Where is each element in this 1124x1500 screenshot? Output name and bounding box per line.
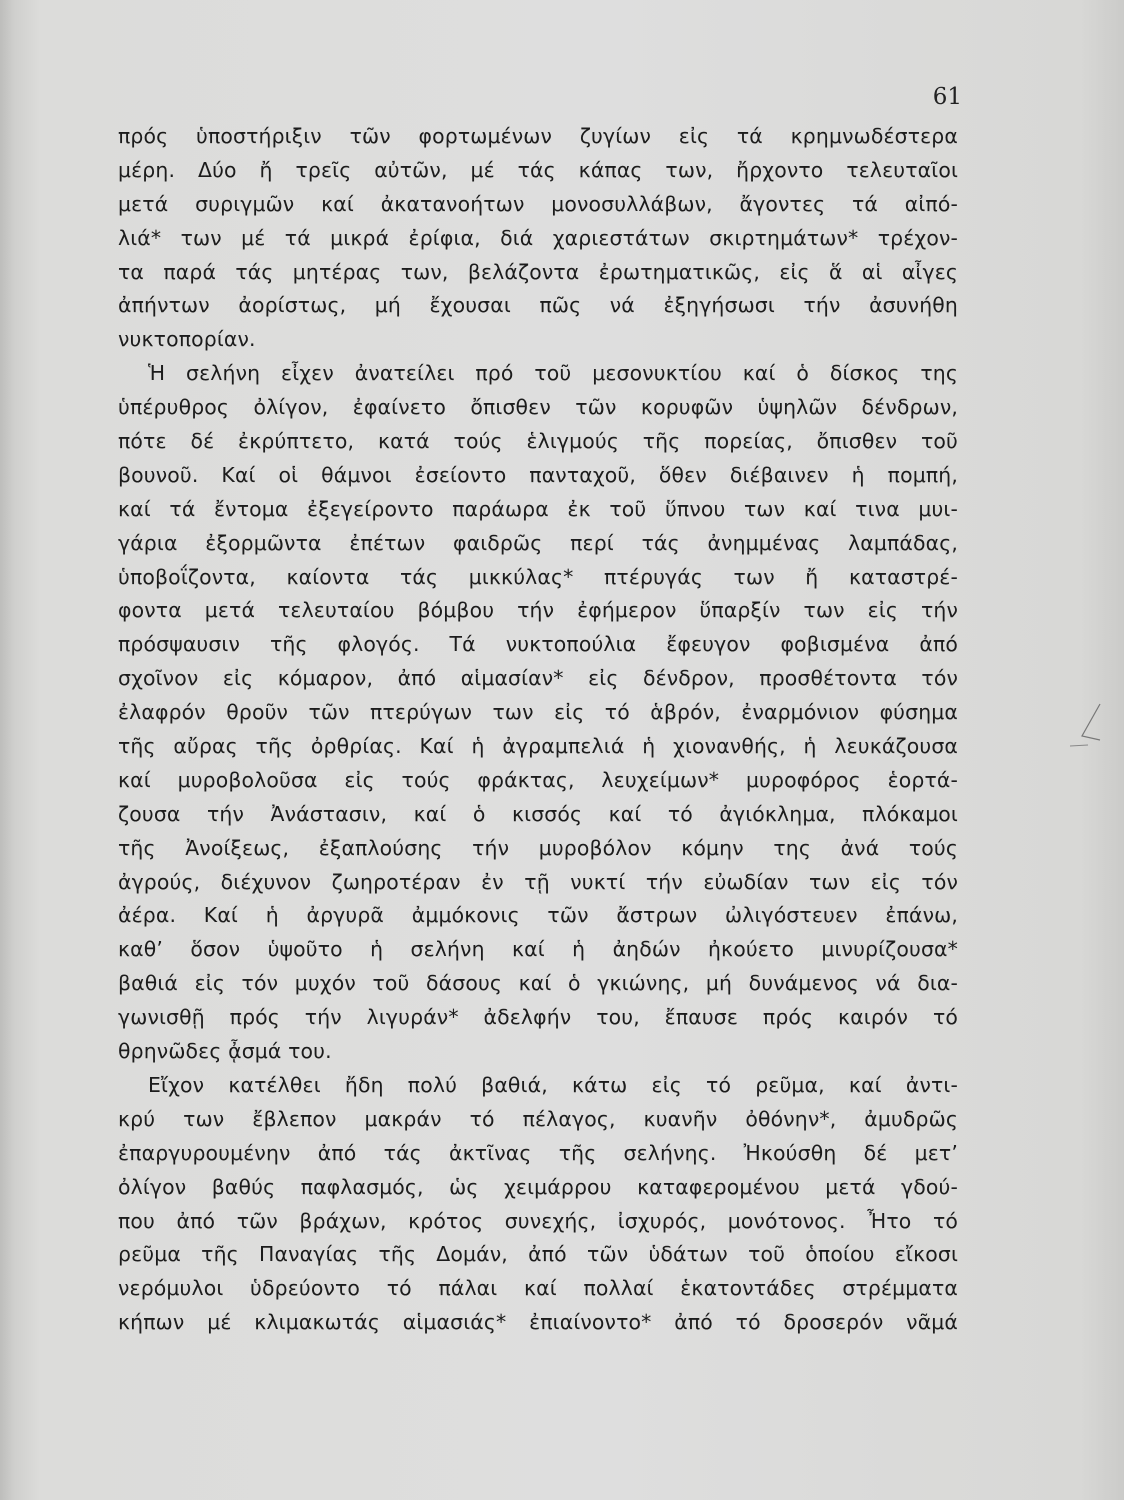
text-line: φοντα μετά τελευταίου βόμβου τήν ἐφήμερον ὕπαρξίν των εἰς τήν bbox=[118, 598, 958, 623]
text-line: μετά συριγμῶν καί ἀκατανοήτων μονοσυλλάβων, ἄγοντες τά αἰπό- bbox=[118, 191, 958, 216]
page-number: 61 bbox=[932, 84, 962, 110]
text-line: λιά* των μέ τά μικρά ἐρίφια, διά χαριεστάτων σκιρτημάτων* τρέχον- bbox=[118, 225, 958, 250]
text-line: γάρια ἐξορμῶντα ἐπέτων φαιδρῶς περί τάς ἀνημμένας λαμπάδας, bbox=[118, 530, 958, 555]
text-line: καθ’ ὅσον ὑψοῦτο ἡ σελήνη καί ἡ ἀηδών ἠκούετο μινυρίζουσα* bbox=[118, 937, 958, 962]
text-line: πότε δέ ἐκρύπτετο, κατά τούς ἑλιγμούς τῆς πορείας, ὄπισθεν τοῦ bbox=[118, 429, 958, 454]
text-line: βουνοῦ. Καί οἱ θάμνοι ἐσείοντο πανταχοῦ, ὅθεν διέβαινεν ἡ πομπή, bbox=[118, 462, 958, 487]
text-line: που ἀπό τῶν βράχων, κρότος συνεχής, ἰσχυρός, μονότονος. Ἦτο τό bbox=[118, 1208, 958, 1233]
text-line: Ἡ σελήνη εἶχεν ἀνατείλει πρό τοῦ μεσονυκτίου καί ὁ δίσκος της bbox=[148, 361, 958, 386]
text-line: βαθιά εἰς τόν μυχόν τοῦ δάσους καί ὁ γκιώνης, μή δυνάμενος νά δια- bbox=[118, 971, 958, 996]
text-line: πρός ὑποστήριξιν τῶν φορτωμένων ζυγίων εἰς τά κρημνωδέστερα bbox=[118, 124, 958, 148]
text-line: γωνισθῇ πρός τήν λιγυράν* ἀδελφήν του, ἔπαυσε πρός καιρόν τό bbox=[118, 1005, 958, 1030]
text-line: νερόμυλοι ὑδρεύοντο τό πάλαι καί πολλαί ἑκατοντάδες στρέμματα bbox=[118, 1276, 958, 1301]
text-line: ὑπέρυθρος ὀλίγον, ἐφαίνετο ὄπισθεν τῶν κορυφῶν ὑψηλῶν δένδρων, bbox=[118, 395, 958, 420]
margin-pencil-mark bbox=[1068, 700, 1108, 760]
text-line: ρεῦμα τῆς Παναγίας τῆς Δομάν, ἀπό τῶν ὑδάτων τοῦ ὁποίου εἴκοσι bbox=[118, 1242, 958, 1267]
text-line: καί μυροβολοῦσα εἰς τούς φράκτας, λευχείμων* μυροφόρος ἑορτά- bbox=[118, 767, 958, 792]
text-line: ὀλίγον βαθύς παφλασμός, ὡς χειμάρρου καταφερομένου μετά γδού- bbox=[118, 1174, 958, 1199]
text-line: ἐλαφρόν θροῦν τῶν πτερύγων των εἰς τό ἁβρόν, ἐναρμόνιον φύσημα bbox=[118, 700, 958, 725]
text-line: ἀέρα. Καί ἡ ἀργυρᾶ ἀμμόκονις τῶν ἄστρων ὠλιγόστευεν ἐπάνω, bbox=[118, 903, 958, 928]
text-line: ἀπήντων ἀορίστως, μή ἔχουσαι πῶς νά ἐξηγήσωσι τήν ἀσυνήθη bbox=[118, 293, 958, 318]
text-line: καί τά ἔντομα ἐξεγείροντο παράωρα ἐκ τοῦ ὕπνου των καί τινα μυι- bbox=[118, 496, 958, 521]
text-line: κρύ των ἔβλεπον μακράν τό πέλαγος, κυανῆν ὀθόνην*, ἀμυδρῶς bbox=[118, 1106, 958, 1131]
text-line: τῆς Ἀνοίξεως, ἐξαπλούσης τήν μυροβόλον κόμην της ἀνά τούς bbox=[118, 835, 958, 860]
text-line: ἀγρούς, διέχυνον ζωηροτέραν ἐν τῇ νυκτί τήν εὐωδίαν των εἰς τόν bbox=[118, 869, 958, 894]
text-line: κήπων μέ κλιμακωτάς αἱμασιάς* ἐπιαίνοντο* ἀπό τό δροσερόν νᾶμά bbox=[118, 1310, 958, 1335]
text-line: σχοῖνον εἰς κόμαρον, ἀπό αἱμασίαν* εἰς δένδρον, προσθέτοντα τόν bbox=[118, 666, 958, 691]
text-line: πρόσψαυσιν τῆς φλογός. Τά νυκτοπούλια ἔφευγον φοβισμένα ἀπό bbox=[118, 632, 958, 657]
text-line: θρηνῶδες ᾆσμά του. bbox=[118, 1039, 332, 1064]
text-line: τα παρά τάς μητέρας των, βελάζοντα ἐρωτηματικῶς, εἰς ἅ αἱ αἶγες bbox=[118, 259, 958, 284]
text-line: νυκτοπορίαν. bbox=[118, 327, 256, 352]
text-line: ζουσα τήν Ἀνάστασιν, καί ὁ κισσός καί τό ἀγιόκλημα, πλόκαμοι bbox=[118, 801, 958, 826]
text-line: ἐπαργυρουμένην ἀπό τάς ἀκτῖνας τῆς σελήνης. Ἠκούσθη δέ μετ’ bbox=[118, 1140, 958, 1165]
text-line: τῆς αὔρας τῆς ὀρθρίας. Καί ἡ ἀγραμπελιά ἡ χιονανθής, ἡ λευκάζουσα bbox=[118, 734, 958, 759]
body-text bbox=[118, 120, 958, 1340]
text-line: Εἴχον κατέλθει ἤδη πολύ βαθιά, κάτω εἰς τό ρεῦμα, καί ἀντι- bbox=[148, 1072, 958, 1097]
text-line: ὑποβοΐζοντα, καίοντα τάς μικκύλας* πτέρυγάς των ἤ καταστρέ- bbox=[118, 564, 958, 589]
text-line: μέρη. Δύο ἤ τρεῖς αὐτῶν, μέ τάς κάπας των, ἤρχοντο τελευταῖοι bbox=[118, 157, 958, 182]
